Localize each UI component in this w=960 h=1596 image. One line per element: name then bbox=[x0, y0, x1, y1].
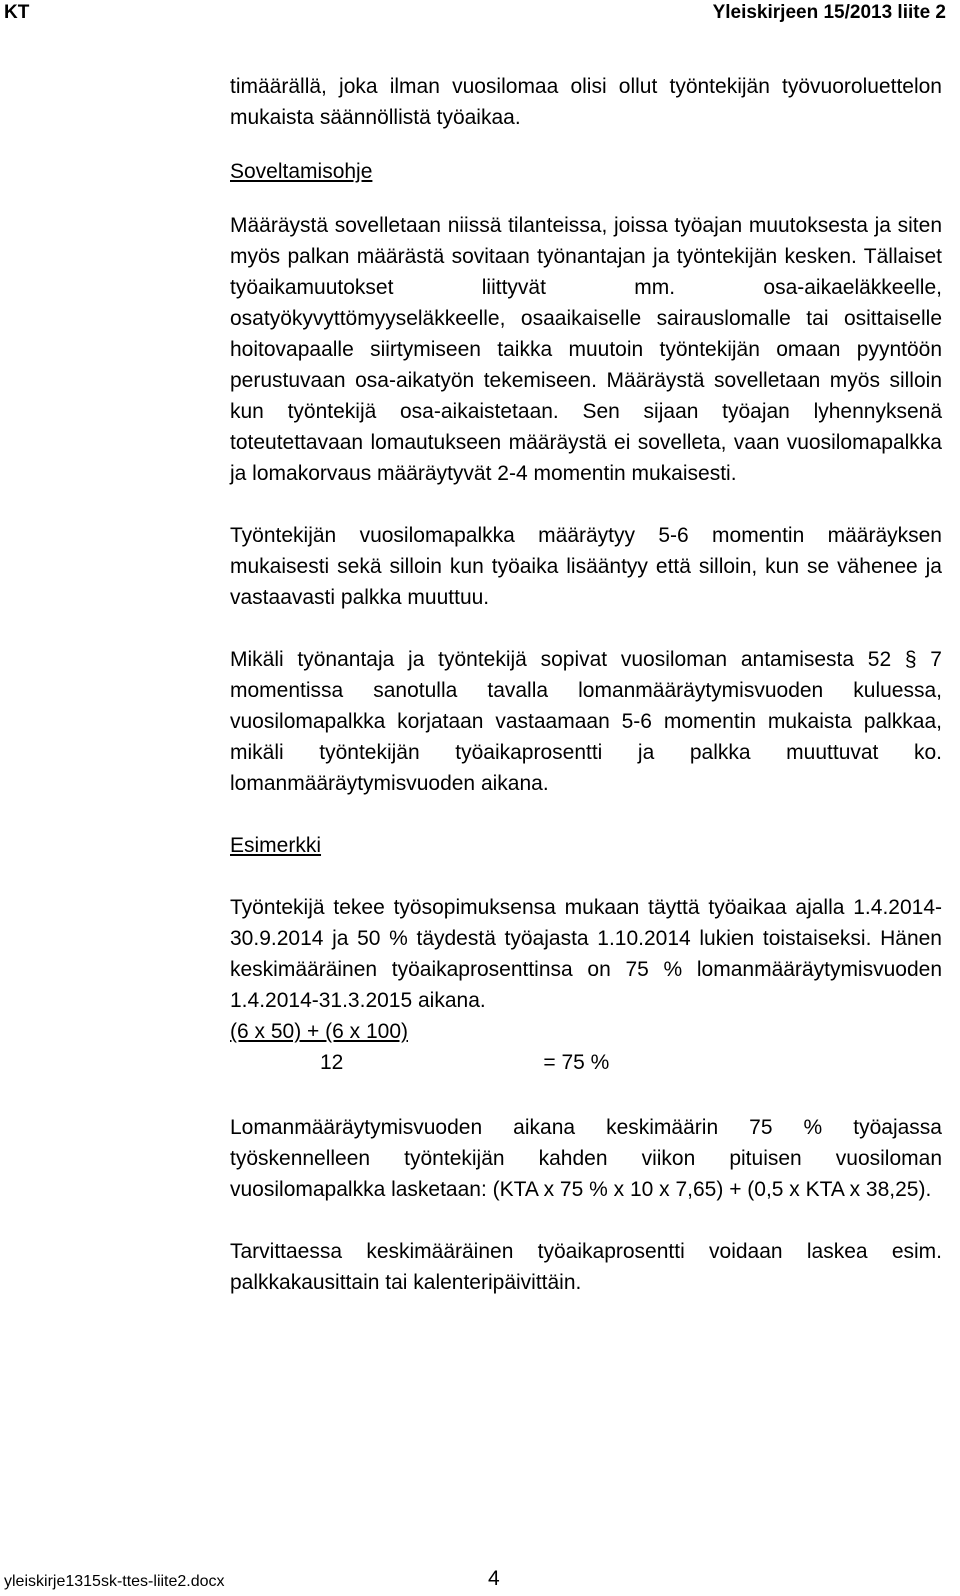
intro-paragraph: timäärällä, joka ilman vuosilomaa olisi ollut työntekijän työvuoroluettelon mukaista säännöllistä työaikaa. bbox=[230, 75, 942, 129]
formula-result: = 75 % bbox=[543, 1051, 610, 1074]
paragraph-5: Lomanmääräytymisvuoden aikana keskimäärin 75 % työajassa työskennelleen työntekijän kahden viikon pituisen vuosiloman vuosilomapalkka lasketaan: (KTA x 75 % x 10 x 7,65) + (0,5 x KTA x 38,25). bbox=[230, 1116, 942, 1201]
header-left: KT bbox=[4, 2, 30, 23]
paragraph-4: Työntekijä tekee työsopimuksensa mukaan täyttä työaikaa ajalla 1.4.2014-30.9.2014 ja 50 % täydestä työajasta 1.10.2014 lukien toistaiseksi. Hänen keskimääräinen työaikaprosenttinsa on 75 % lomanmääräytymisvuoden 1.4.2014-31.3.2015 aikana. bbox=[230, 896, 942, 1012]
document-body bbox=[230, 71, 942, 1298]
paragraph-2: Työntekijän vuosilomapalkka määräytyy 5-6 momentin määräyksen mukaisesti sekä silloin kun työaika lisääntyy että silloin, kun se vähenee ja vastaavasti palkka muuttuu. bbox=[230, 524, 942, 609]
footer-filename: yleiskirje1315sk-ttes-liite2.docx bbox=[4, 1573, 225, 1590]
formula-numerator: (6 x 50) + (6 x 100) bbox=[230, 1020, 408, 1043]
section-heading-esimerkki: Esimerkki bbox=[230, 834, 322, 857]
paragraph-3: Mikäli työnantaja ja työntekijä sopivat vuosiloman antamisesta 52 § 7 momentissa sanotulla tavalla lomanmääräytymisvuoden kuluessa, vuosilomapalkka korjataan vastaamaan 5-6 momentin mukaista palkkaa, mikäli työntekijän työaikaprosentti ja palkka muuttuvat ko. lomanmääräytymisvuoden aikana. bbox=[230, 648, 942, 795]
paragraph-1: Määräystä sovelletaan niissä tilanteissa, joissa työajan muutoksesta ja siten myös palkan määrästä sovitaan työnantajan ja työntekijän kesken. Tällaiset työaikamuutokset liittyvät mm. osa-aikaeläkkeelle, osatyökyvyttömyyseläkkeelle, osaaikaiselle sairauslomalle tai osittaiselle hoitovapaalle siirtymiseen taikka muutoin työntekijän omaan pyyntöön perustuvaan osa-aikatyön tekemiseen. Määräystä sovelletaan myös silloin kun työntekijä osa-aikaistetaan. Sen sijaan työajan lyhennyksenä toteutettavaan lomautukseen määräystä ei sovelleta, vaan vuosilomapalkka ja lomakorvaus määräytyvät 2-4 momentin mukaisesti. bbox=[230, 214, 942, 485]
page-number: 4 bbox=[488, 1567, 500, 1590]
formula-denominator: 12 bbox=[320, 1051, 344, 1074]
formula bbox=[230, 1016, 942, 1078]
header-title: Yleiskirjeen 15/2013 liite 2 bbox=[712, 2, 946, 23]
section-heading-soveltamisohje: Soveltamisohje bbox=[230, 160, 373, 183]
paragraph-6: Tarvittaessa keskimääräinen työaikaprosentti voidaan laskea esim. palkkakausittain tai kalenteripäivittäin. bbox=[230, 1240, 942, 1294]
formula-denominator-row bbox=[230, 1047, 942, 1078]
